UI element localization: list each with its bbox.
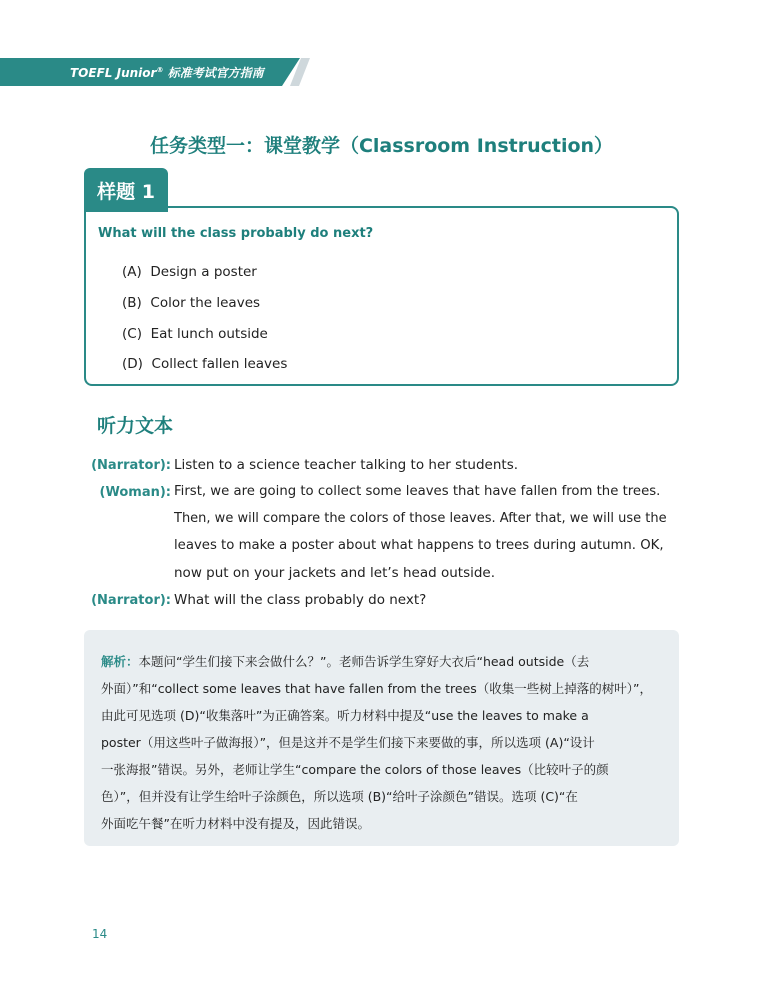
- option-text: Design a poster: [150, 264, 257, 280]
- question-text: What will the class probably do next?: [98, 226, 374, 241]
- speaker-label: (Narrator):: [91, 593, 171, 608]
- speaker-label: (Narrator):: [91, 458, 171, 473]
- analysis-line: poster（用这些叶子做海报）”，但是这并不是学生们接下来要做的事，所以选项 (A)“设计: [101, 735, 595, 750]
- option-text: Color the leaves: [150, 295, 261, 311]
- option-d: [122, 356, 287, 372]
- transcript-line: First, we are going to collect some leaves that have fallen from the trees.: [174, 484, 661, 499]
- analysis-line: [101, 652, 589, 670]
- running-header: [70, 64, 264, 81]
- analysis-line: 外面吃午餐”在听力材料中没有提及，因此错误。: [101, 816, 370, 831]
- page-number: 14: [92, 927, 108, 941]
- option-text: Eat lunch outside: [150, 326, 268, 342]
- sample-tab: 样题 1: [84, 168, 168, 212]
- option-c: [122, 326, 268, 342]
- header-title: TOEFL Junior: [70, 66, 157, 80]
- analysis-label: 解析：: [101, 654, 139, 669]
- analysis-line: 由此可见选项 (D)“收集落叶”为正确答案。听力材料中提及“use the leaves to make a: [101, 708, 589, 723]
- header-registered-mark: ®: [156, 66, 164, 74]
- option-letter: (D): [122, 356, 143, 372]
- transcript-line: now put on your jackets and let’s head outside.: [174, 565, 496, 581]
- analysis-line: 色）”，但并没有让学生给叶子涂颜色，所以选项 (B)“给叶子涂颜色”错误。选项 (C)“在: [101, 789, 578, 804]
- task-type-title: 任务类型一：课堂教学（Classroom Instruction）: [149, 135, 614, 157]
- option-text: Collect fallen leaves: [151, 356, 288, 372]
- analysis-text: 本题问“学生们接下来会做什么？”。老师告诉学生穿好大衣后“head outside（去: [138, 654, 590, 669]
- transcript-title: 听力文本: [97, 415, 174, 437]
- option-letter: (C): [122, 326, 142, 342]
- transcript-line: Listen to a science teacher talking to her students.: [174, 457, 519, 473]
- option-a: [122, 264, 257, 280]
- transcript-line: leaves to make a poster about what happens to trees during autumn. OK,: [174, 538, 664, 553]
- analysis-line: 一张海报”错误。另外，老师让学生“compare the colors of those leaves（比较叶子的颜: [101, 762, 609, 777]
- option-b: [122, 295, 260, 311]
- transcript-line: What will the class probably do next?: [174, 592, 427, 608]
- option-letter: (B): [122, 295, 142, 311]
- transcript-line: Then, we will compare the colors of those leaves. After that, we will use the: [174, 511, 667, 526]
- option-letter: (A): [122, 264, 142, 280]
- speaker-label: (Woman):: [99, 485, 171, 500]
- header-subtitle: 标准考试官方指南: [163, 66, 264, 80]
- analysis-line: 外面）”和“collect some leaves that have fallen from the trees（收集一些树上掉落的树叶）”，: [101, 681, 653, 696]
